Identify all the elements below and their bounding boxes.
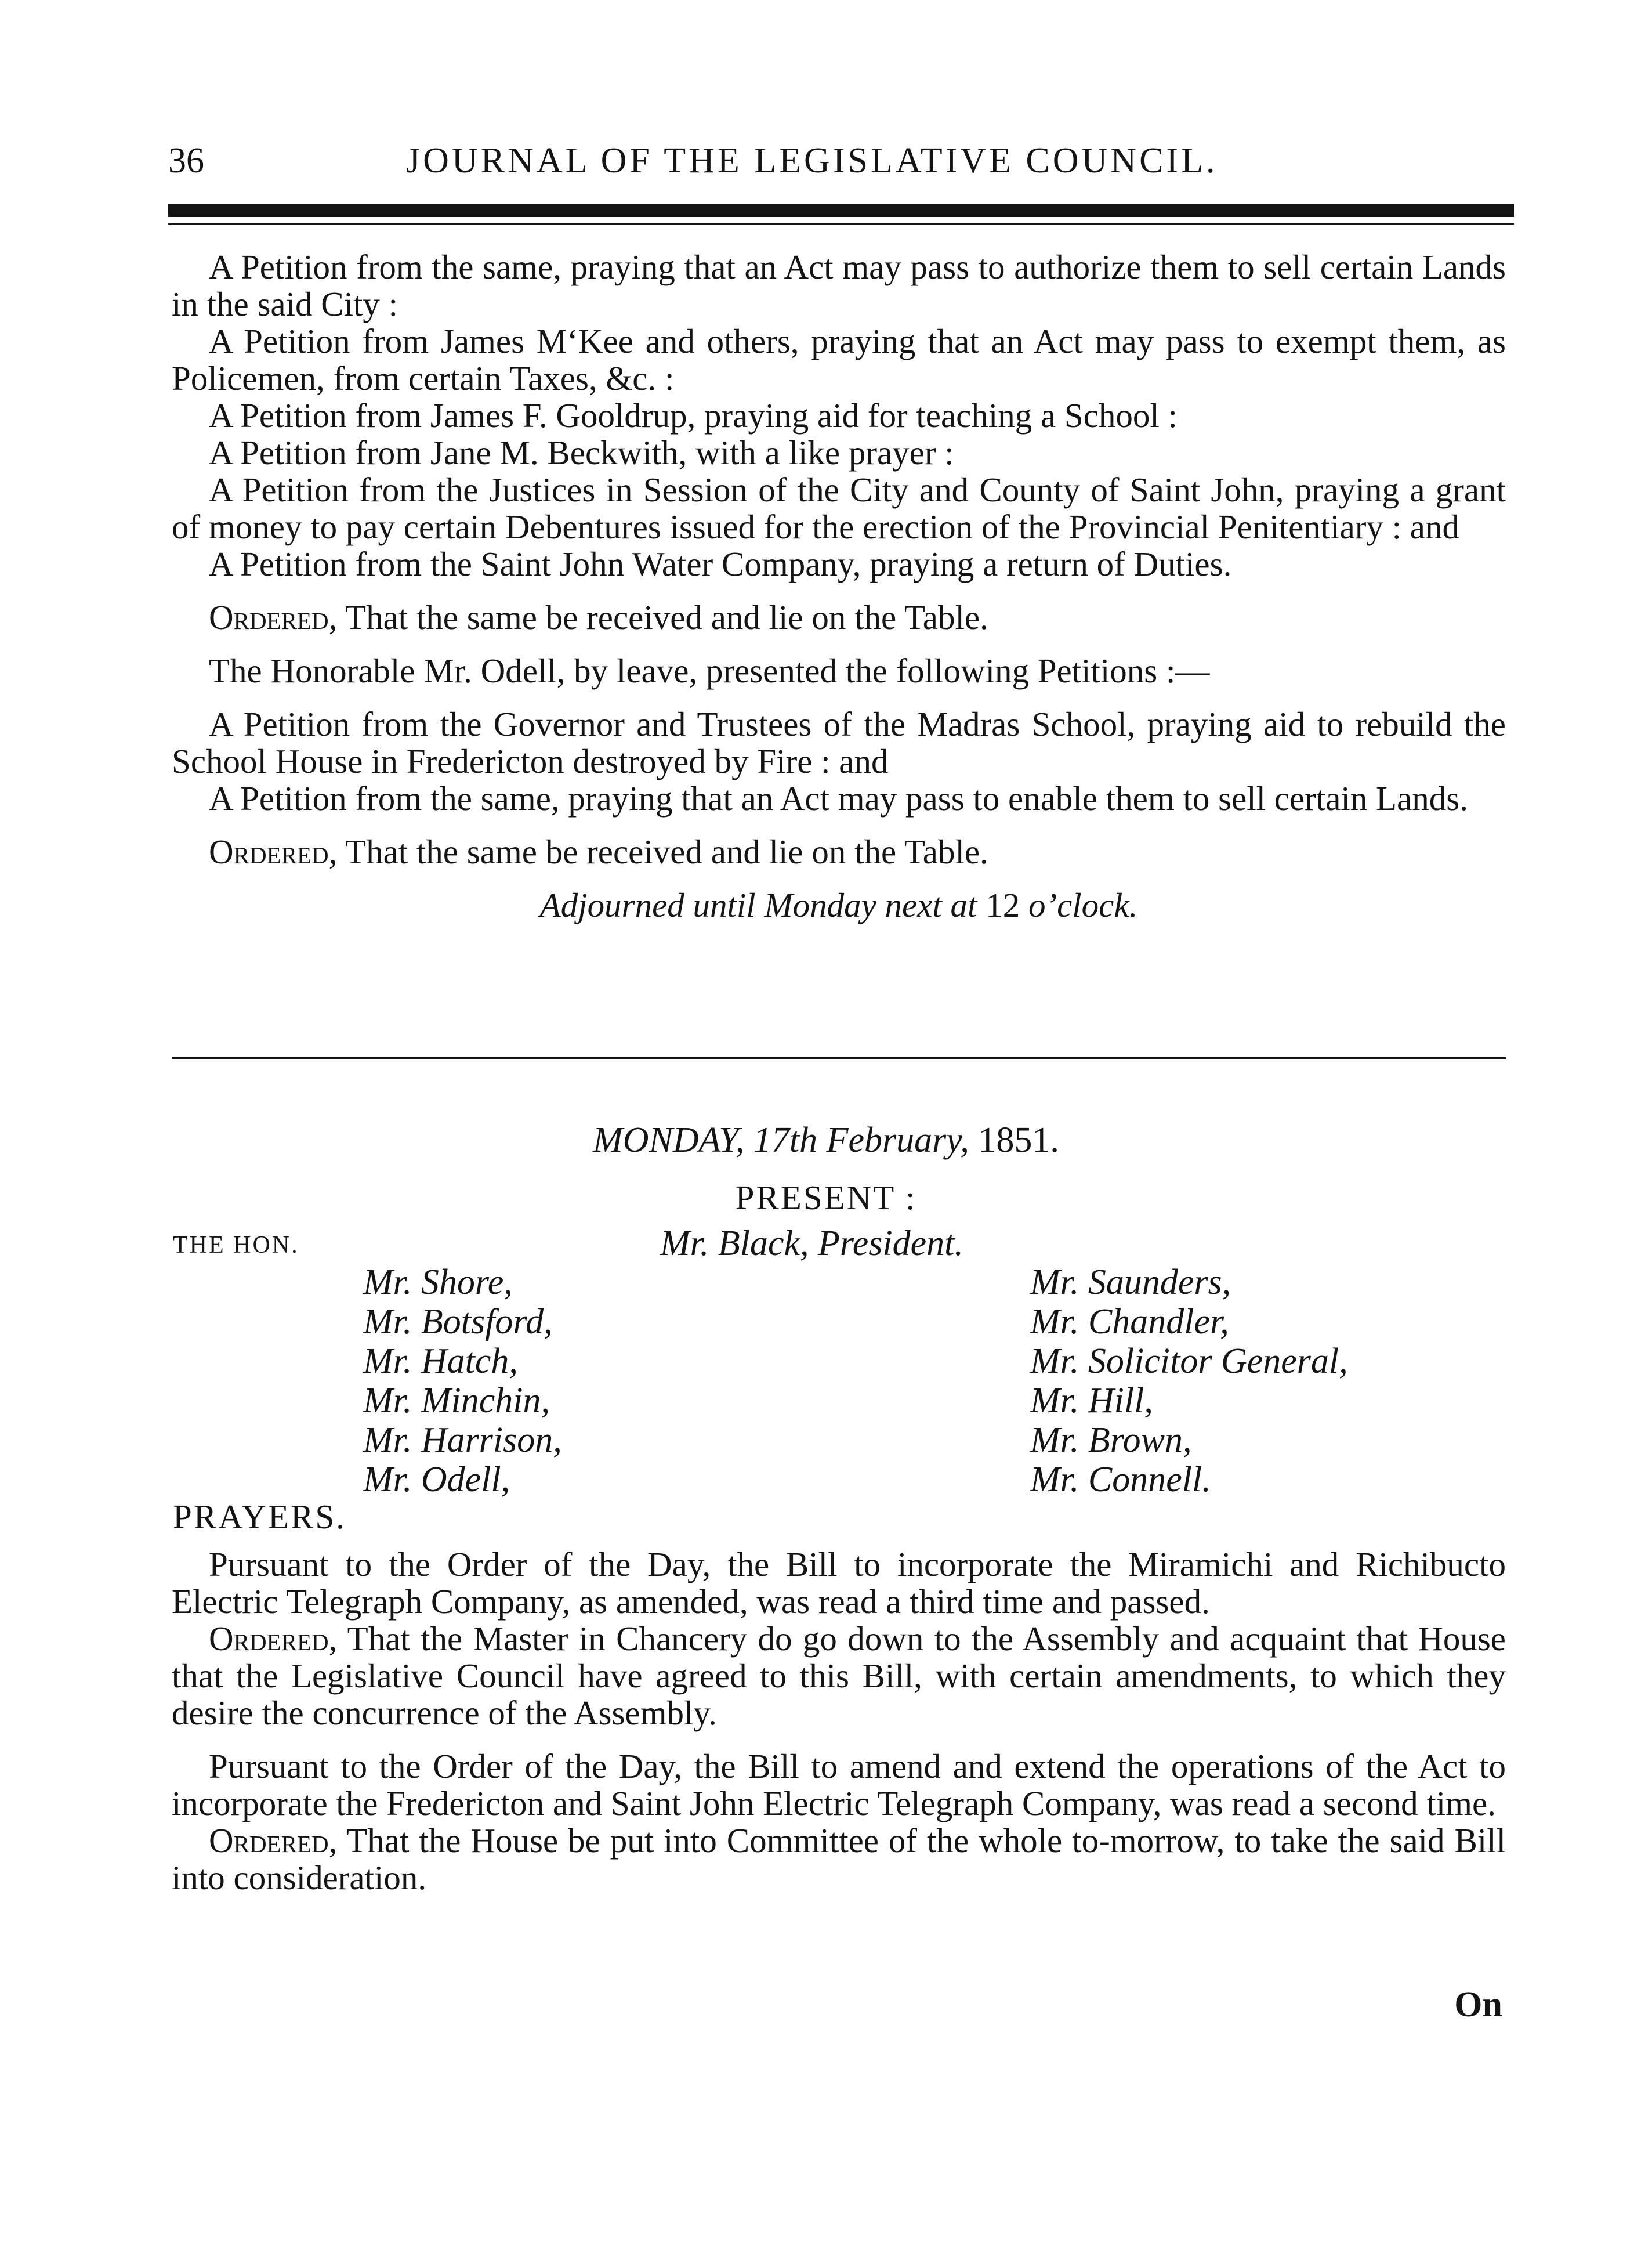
the-hon-label: THE HON.: [173, 1232, 299, 1259]
member-name: Mr. Hill,: [1030, 1381, 1153, 1420]
page-header: [168, 140, 1514, 198]
members-right-column: [1030, 1263, 1348, 1499]
petition-paragraph: A Petition from James F. Gooldrup, praying aid for teaching a School :: [209, 396, 1178, 435]
member-name: Mr. Odell,: [363, 1460, 510, 1499]
petition-paragraph: A Petition from the same, praying that an Act may pass to authorize them to sell certain Lands in the said City :: [172, 248, 1506, 323]
petition-paragraph: A Petition from James M‘Kee and others, praying that an Act may pass to exempt them, as Policemen, from certain Taxes, &c. :: [172, 322, 1506, 397]
presentation-paragraph: The Honorable Mr. Odell, by leave, presented the following Petitions :—: [209, 652, 1210, 690]
member-name: Mr. Saunders,: [1030, 1263, 1231, 1302]
petition-paragraph: A Petition from the Justices in Session of the City and County of Saint John, praying a grant of money to pay certain Debentures issued for the erection of the Provincial Penitentiary : and: [172, 471, 1506, 546]
ordered-paragraph: [172, 599, 1506, 636]
header-rule-thick: [168, 204, 1514, 217]
ordered-paragraph: [172, 833, 1506, 870]
adjournment-line: Adjourned until Monday next at 12 o’clock.: [539, 886, 1138, 924]
ordered-text: That the House be put into Committee of the whole to-morrow, to take the said Bill into consideration.: [172, 1821, 1506, 1897]
member-name: Mr. Minchin,: [363, 1381, 550, 1420]
ordered-word: Ordered,: [209, 1619, 338, 1658]
ordered-paragraph: [172, 1822, 1506, 1896]
page-number: 36: [168, 141, 204, 180]
catchword: On: [1454, 1985, 1502, 2024]
ordered-text: That the Master in Chancery do go down to the Assembly and acquaint that House that the Legislative Council have agreed to this Bill, with certain amendments, to which they desire the concurrence of the Assembly.: [172, 1619, 1506, 1732]
ordered-word: Ordered,: [209, 833, 338, 871]
petition-paragraph: A Petition from the Saint John Water Company, praying a return of Duties.: [209, 545, 1232, 583]
header-rule-thin: [168, 223, 1514, 225]
member-name: Mr. Harrison,: [363, 1420, 562, 1460]
petition-paragraph: A Petition from the same, praying that an Act may pass to enable them to sell certain Lands.: [209, 779, 1468, 818]
prayers-heading: PRAYERS.: [173, 1498, 346, 1536]
ordered-word: Ordered,: [209, 598, 338, 637]
member-name: Mr. Shore,: [363, 1263, 513, 1302]
member-name: Mr. Connell.: [1030, 1460, 1211, 1499]
session-date: MONDAY, 17th February, 1851.: [593, 1120, 1059, 1160]
ordered-paragraph: [172, 1620, 1506, 1731]
member-name: Mr. Solicitor General,: [1030, 1341, 1348, 1381]
president-name: Mr. Black, President.: [660, 1224, 963, 1263]
present-heading: PRESENT :: [735, 1178, 917, 1217]
members-left-column: [363, 1263, 562, 1499]
petition-paragraph: A Petition from Jane M. Beckwith, with a like prayer :: [209, 433, 954, 472]
member-name: Mr. Hatch,: [363, 1341, 518, 1381]
order-paragraph: Pursuant to the Order of the Day, the Bill to incorporate the Miramichi and Richibucto Electric Telegraph Company, as amended, was read a third time and passed.: [172, 1545, 1506, 1621]
section-orders: [172, 1546, 1506, 1896]
order-paragraph: Pursuant to the Order of the Day, the Bill to amend and extend the operations of the Act to incorporate the Fredericton and Saint John Electric Telegraph Company, was read a second time.: [172, 1747, 1506, 1822]
member-name: Mr. Botsford,: [363, 1302, 553, 1341]
section-separator: [172, 1057, 1506, 1059]
petition-paragraph: A Petition from the Governor and Trustees of the Madras School, praying aid to rebuild the School House in Fredericton destroyed by Fire : and: [172, 705, 1506, 780]
ordered-text: That the same be received and lie on the Table.: [337, 598, 988, 637]
ordered-word: Ordered,: [209, 1821, 338, 1860]
member-name: Mr. Brown,: [1030, 1420, 1192, 1460]
running-title: JOURNAL OF THE LEGISLATIVE COUNCIL.: [406, 141, 1218, 180]
section-petitions: [172, 248, 1506, 924]
member-name: Mr. Chandler,: [1030, 1302, 1229, 1341]
ordered-text: That the same be received and lie on the Table.: [337, 833, 988, 871]
